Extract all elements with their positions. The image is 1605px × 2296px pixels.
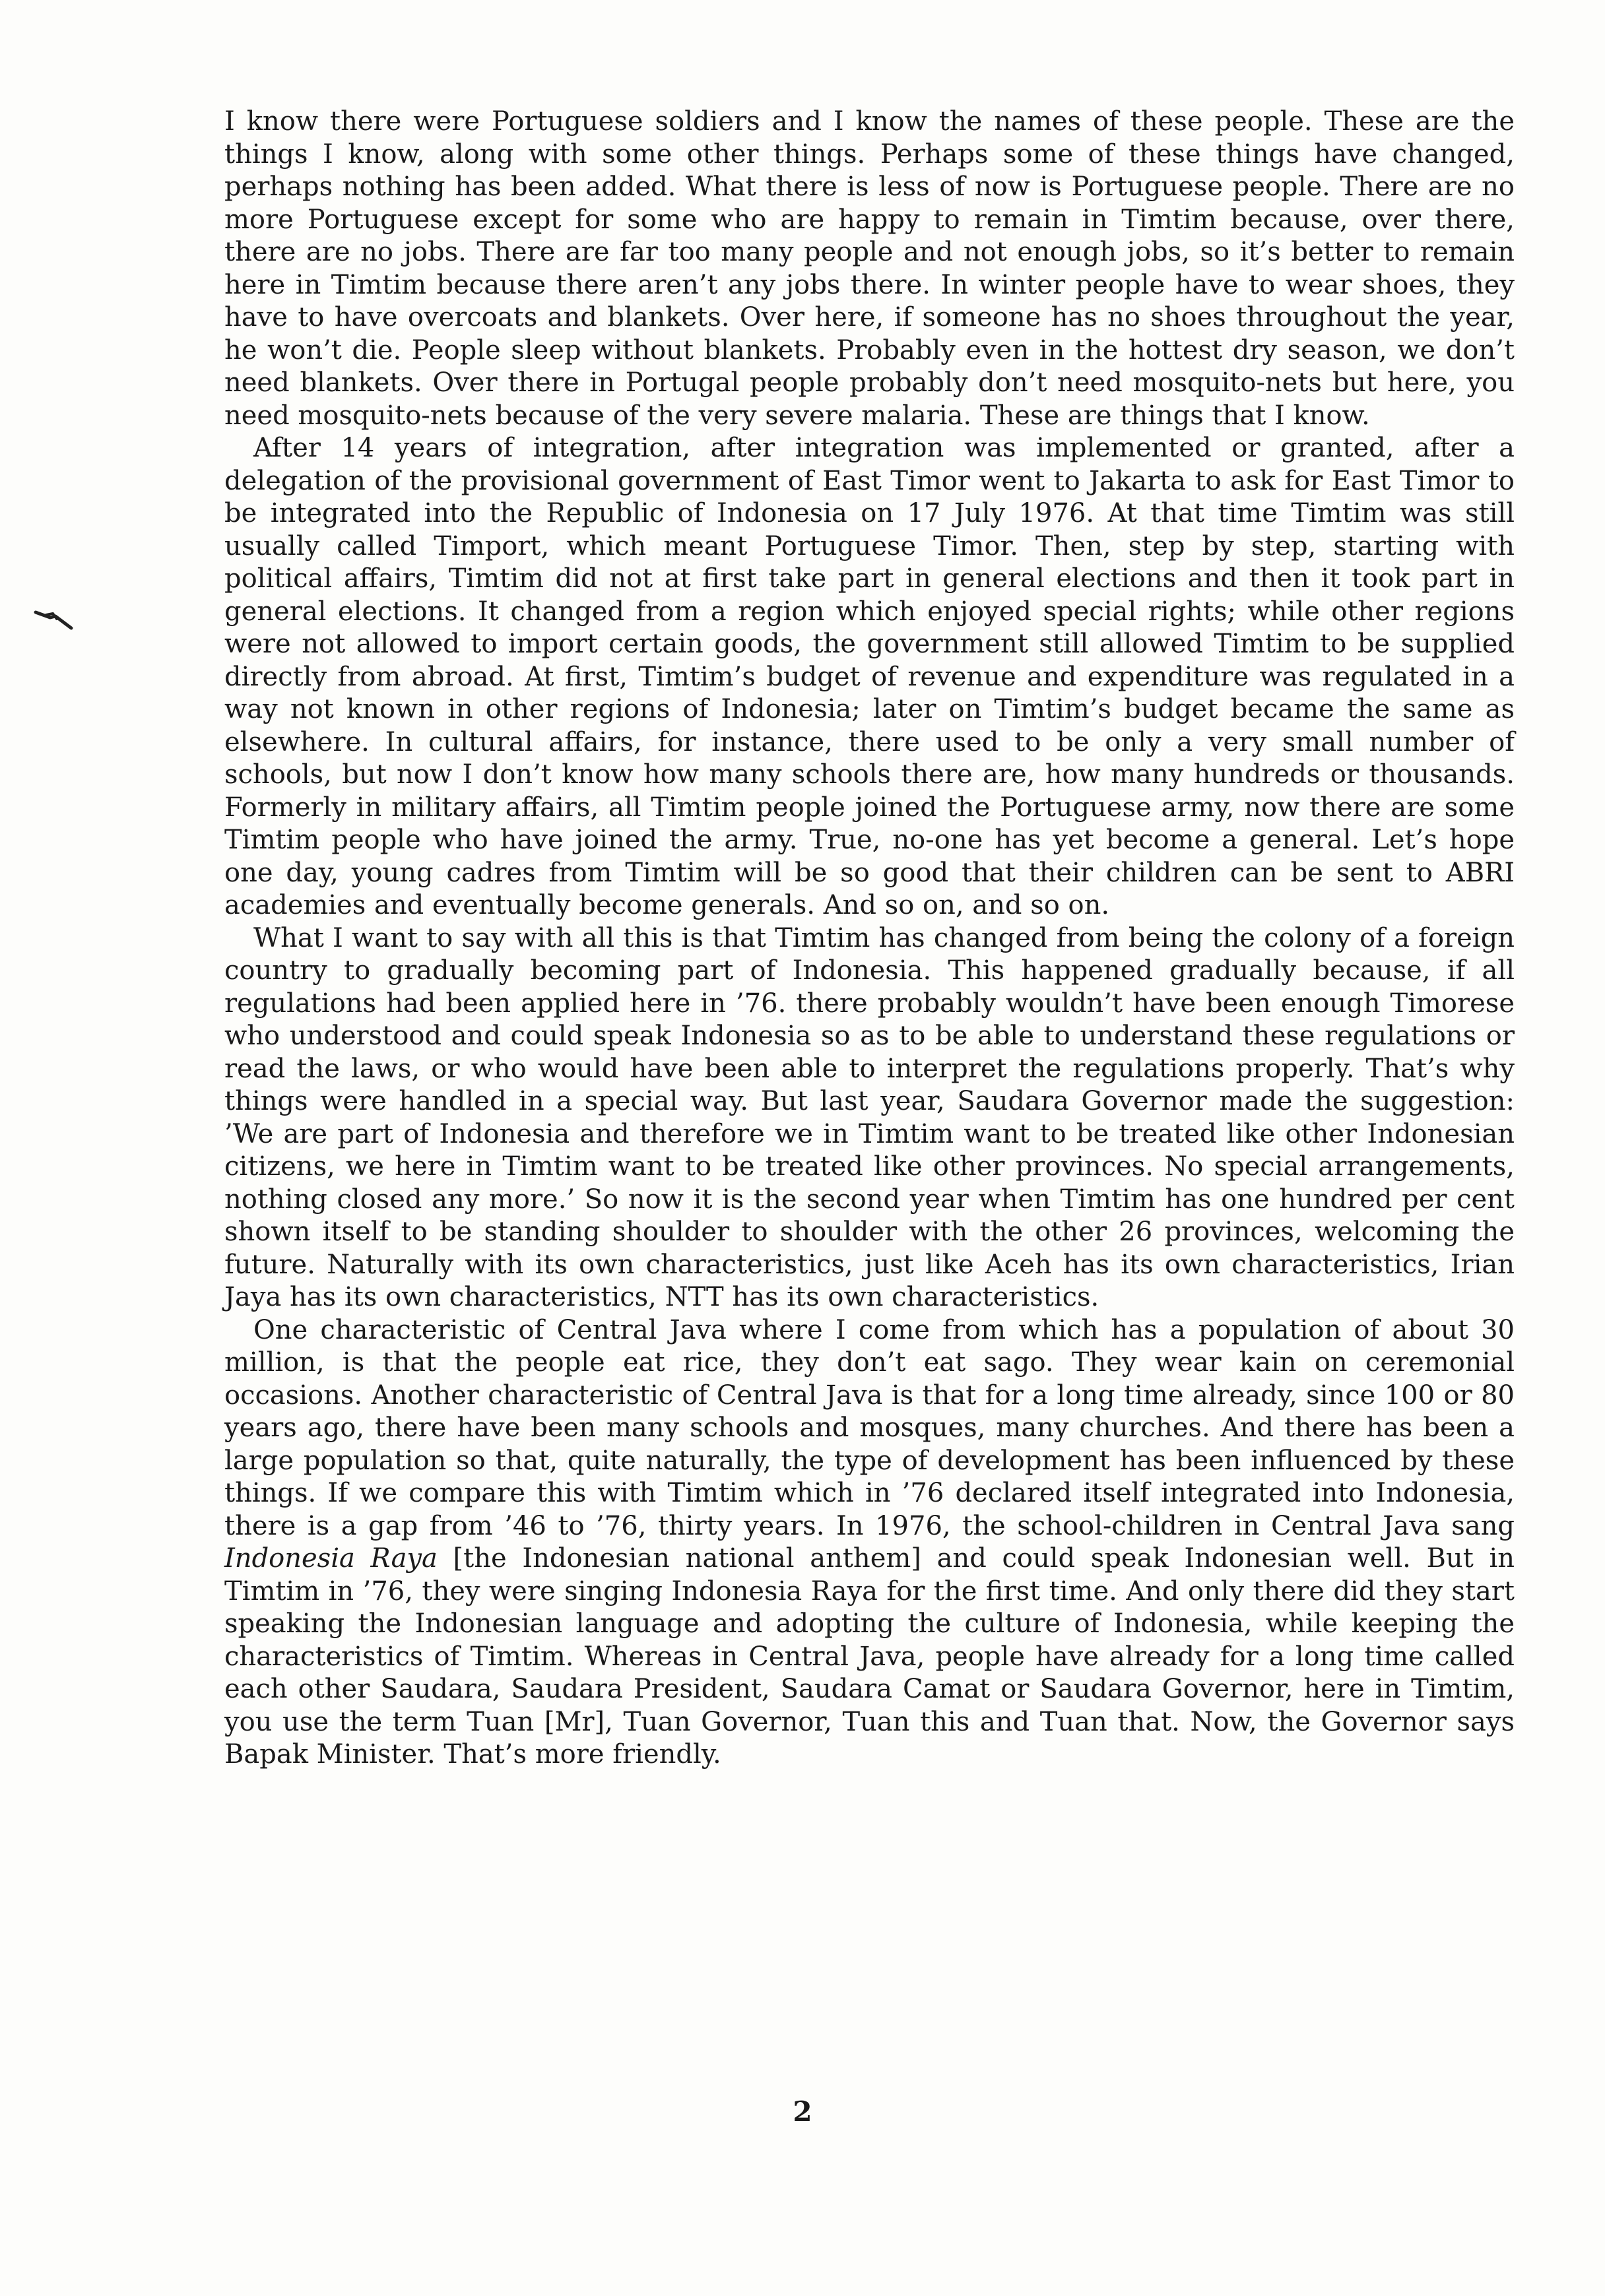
paragraph-3-text: What I want to say with all this is that Timtim has changed from being the colony of a foreign country to gradually becoming part of Indonesia. This happened gradually because, if all regulations had been applied here in ’76. there probably wouldn’t have been enough Timorese who understood and could speak Indonesia so as to be able to understand these regulations or read the laws, or who would have been able to interpret the regulations properly. That’s why things were handled in a special way. But last year, Saudara Governor made the suggestion: ’We are part of Indonesia and therefore we in Timtim want to be treated like other Indonesian citizens, we here in Timtim want to be treated like other provinces. No special arrangements, nothing closed any more.’ So now it is the second year when Timtim has one hundred per cent shown itself to be standing shoulder to shoulder with the other 26 provinces, welcoming the future. Naturally with its own characteristics, just like Aceh has its own characteristics, Irian Jaya has its own characteristics, NTT has its own characteristics.	[224, 922, 1515, 1312]
margin-pen-mark-icon	[33, 608, 75, 632]
paragraph-4-text-b: [the Indonesian national anthem] and could speak Indonesian well. But in Timtim in ’76, they were singing Indonesia Raya for the first time. And only there did they start speaking the Indonesian language and adopting the culture of Indonesia, while keeping the characteristics of Timtim. Whereas in Central Java, people have already for a long time called each other Saudara, Saudara President, Saudara Camat or Saudara Governor, here in Timtim, you use the term Tuan [Mr], Tuan Governor, Tuan this and Tuan that. Now, the Governor says Bapak Minister. That’s more friendly.	[224, 1543, 1515, 1770]
paragraph-4	[224, 1314, 1515, 1771]
paragraph-3	[224, 922, 1515, 1314]
page-number: 2	[793, 2095, 812, 2128]
paragraph-1-text: I know there were Portuguese soldiers and I know the names of these people. These are the things I know, along with some other things. Perhaps some of these things have changed, perhaps nothing has been added. What there is less of now is Portuguese people. There are no more Portuguese except for some who are happy to remain in Timtim because, over there, there are no jobs. There are far too many people and not enough jobs, so it’s better to remain here in Timtim because there aren’t any jobs there. In winter people have to wear shoes, they have to have overcoats and blankets. Over here, if someone has no shoes throughout the year, he won’t die. People sleep without blankets. Probably even in the hottest dry season, we don’t need blankets. Over there in Portugal people probably don’t need mosquito-nets but here, you need mosquito-nets because of the very severe malaria. These are things that I know.	[224, 106, 1515, 431]
paragraph-1	[224, 106, 1515, 432]
body-text	[224, 106, 1515, 1771]
paragraph-2	[224, 432, 1515, 922]
paragraph-4-text-a: One characteristic of Central Java where I come from which has a population of about 30 million, is that the people eat rice, they don’t eat sago. They wear kain on ceremonial occasions. Another characteristic of Central Java is that for a long time already, since 100 or 80 years ago, there have been many schools and mosques, many churches. And there has been a large population so that, quite naturally, the type of development has been influenced by these things. If we compare this with Timtim which in ’76 declared itself integrated into Indonesia, there is a gap from ’46 to ’76, thirty years. In 1976, the school-children in Central Java sang	[224, 1314, 1515, 1541]
anthem-title: Indonesia Raya	[224, 1543, 438, 1574]
paragraph-2-text: After 14 years of integration, after integration was implemented or granted, after a delegation of the provisional government of East Timor went to Jakarta to ask for East Timor to be integrated into the Republic of Indonesia on 17 July 1976. At that time Timtim was still usually called Timport, which meant Portuguese Timor. Then, step by step, starting with political affairs, Timtim did not at first take part in general elections and then it took part in general elections. It changed from a region which enjoyed special rights; while other regions were not allowed to import certain goods, the government still allowed Timtim to be supplied directly from abroad. At first, Timtim’s budget of revenue and expenditure was regulated in a way not known in other regions of Indonesia; later on Timtim’s budget became the same as elsewhere. In cultural affairs, for instance, there used to be only a very small number of schools, but now I don’t know how many schools there are, how many hundreds or thousands. Formerly in military affairs, all Timtim people joined the Portuguese army, now there are some Timtim people who have joined the army. True, no-one has yet become a general. Let’s hope one day, young cadres from Timtim will be so good that their children can be sent to ABRI academies and eventually become generals. And so on, and so on.	[224, 433, 1515, 920]
